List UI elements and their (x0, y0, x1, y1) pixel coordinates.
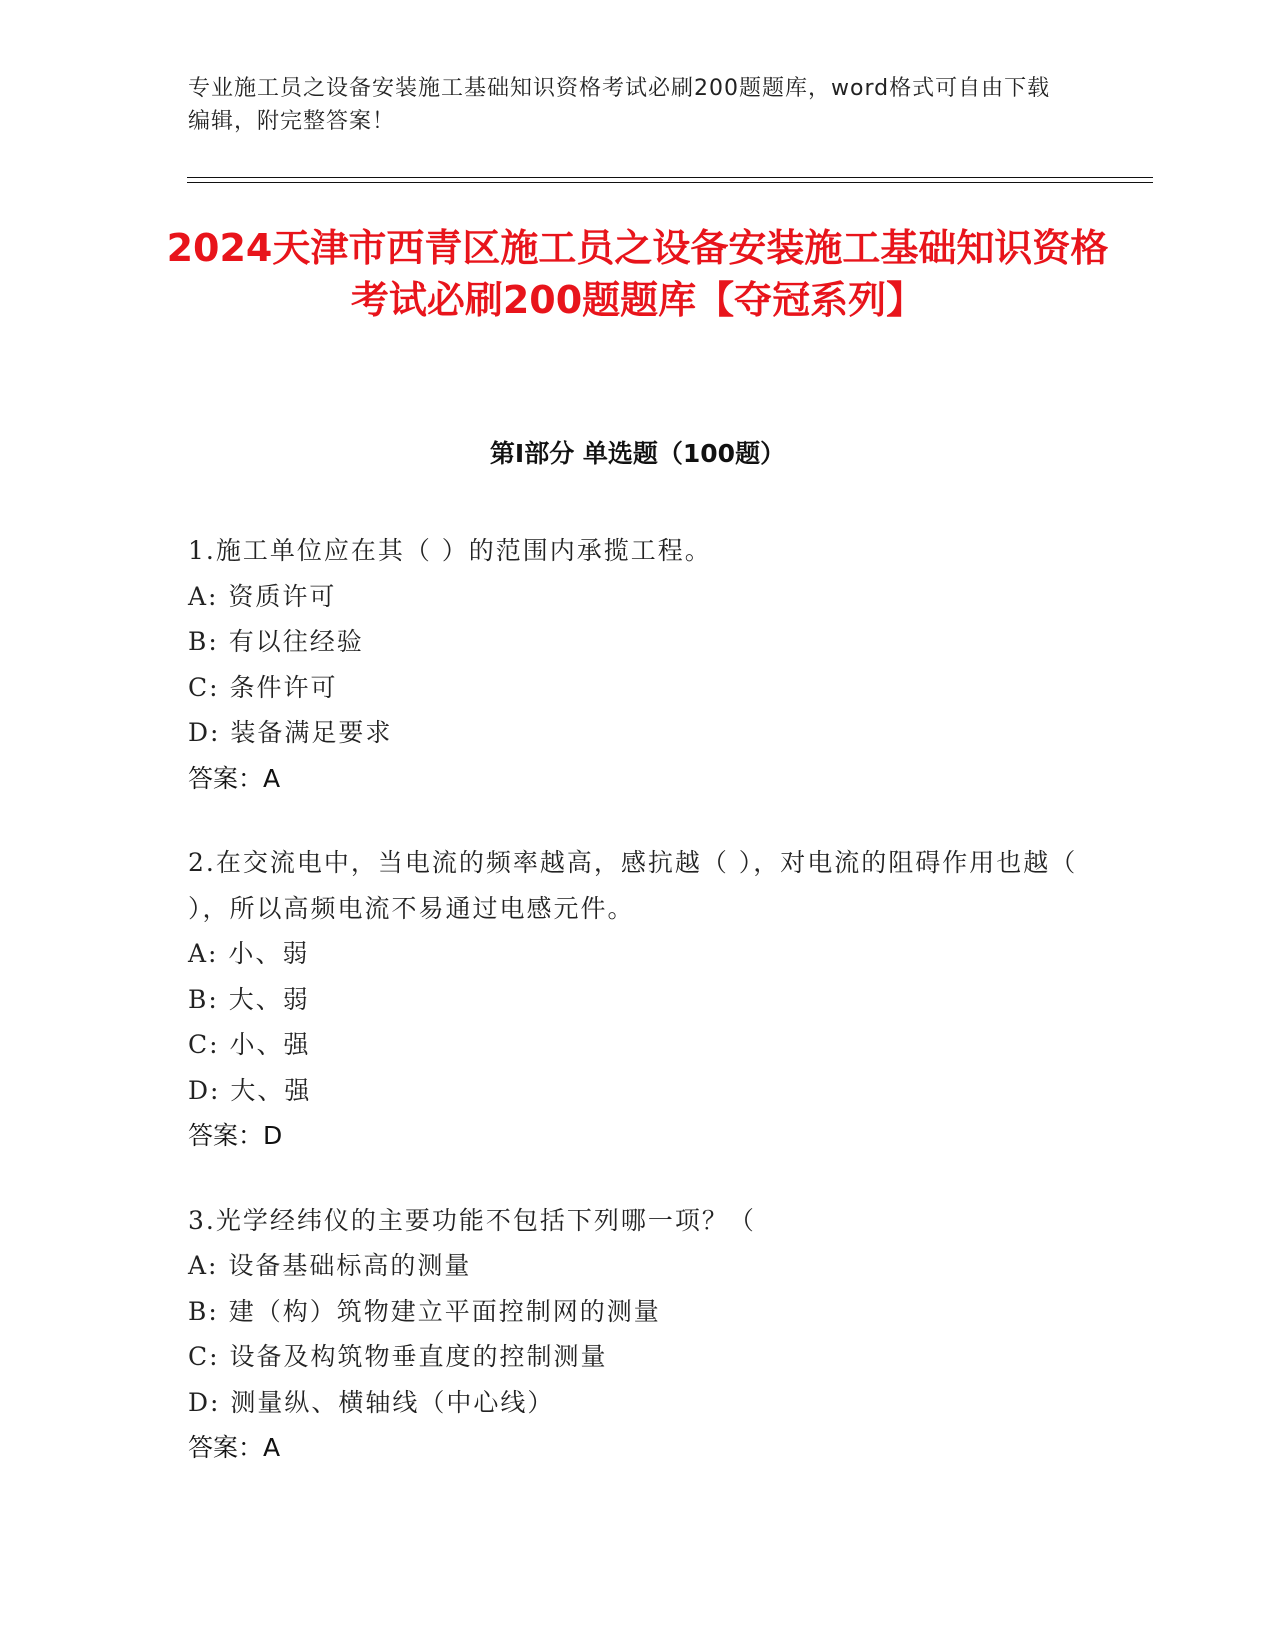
header-divider-bottom (187, 182, 1153, 183)
question-stem: 3.光学经纬仪的主要功能不包括下列哪一项？（ (188, 1205, 756, 1235)
answer: 答案：D (188, 1121, 283, 1150)
answer: 答案：A (188, 1433, 281, 1462)
question-3 (188, 1198, 1088, 1471)
option-b: B: 建（构）筑物建立平面控制网的测量 (188, 1296, 661, 1326)
option-a: A: 资质许可 (188, 581, 337, 611)
option-a: A: 设备基础标高的测量 (188, 1251, 472, 1280)
question-1 (188, 528, 1088, 801)
question-2 (188, 840, 1088, 1159)
question-stem: 2.在交流电中，当电流的频率越高，感抗越（ ），对电流的阻碍作用也越（ ），所以高频电流不易通过电感元件。 (188, 848, 1078, 923)
option-c: C: 条件许可 (188, 672, 338, 702)
answer: 答案：A (188, 763, 281, 793)
option-d: D: 大、强 (188, 1075, 312, 1105)
option-a: A: 小、弱 (188, 939, 310, 968)
option-b: B: 大、弱 (188, 984, 310, 1014)
section-title: 第I部分 单选题（100题） (489, 439, 786, 468)
option-d: D: 测量纵、横轴线（中心线） (188, 1387, 555, 1417)
question-list (188, 528, 1088, 1510)
header-divider-top (187, 177, 1153, 178)
option-c: C: 小、强 (188, 1030, 311, 1059)
option-d: D: 装备满足要求 (188, 718, 393, 747)
question-stem: 1.施工单位应在其（ ）的范围内承揽工程。 (188, 536, 712, 565)
document-title: 2024天津市西青区施工员之设备安装施工基础知识资格考试必刷200题题库【夺冠系列】 (166, 226, 1109, 322)
option-b: B: 有以往经验 (188, 627, 364, 656)
option-c: C: 设备及构筑物垂直度的控制测量 (188, 1342, 608, 1371)
header-note: 专业施工员之设备安装施工基础知识资格考试必刷200题题库，word格式可自由下载编辑，附完整答案！ (188, 76, 1051, 134)
